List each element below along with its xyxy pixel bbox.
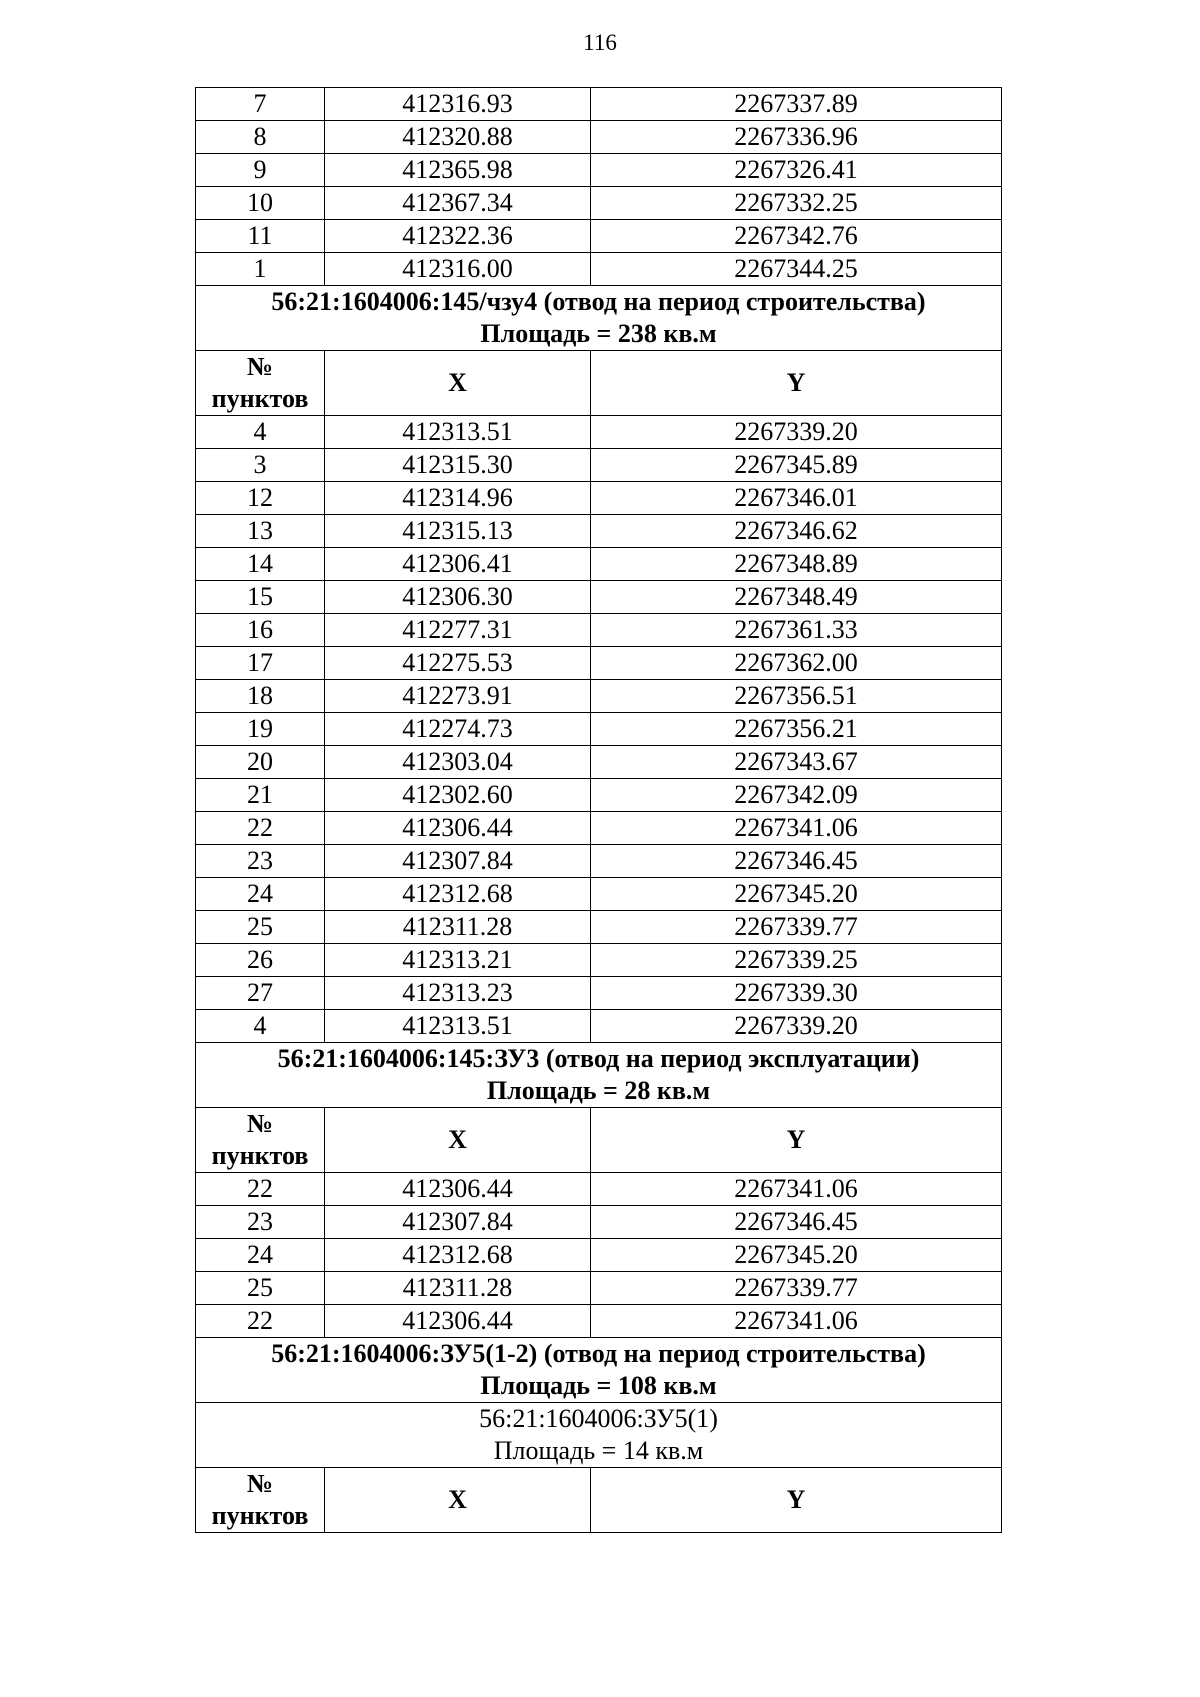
table-row <box>196 548 1002 581</box>
section-title-cell <box>196 1043 1002 1108</box>
x-coordinate-cell: 412307.84 <box>325 845 591 878</box>
section-title-cell <box>196 1338 1002 1403</box>
point-number-cell: 23 <box>196 845 325 878</box>
x-coordinate-cell: 412311.28 <box>325 911 591 944</box>
header-point-number-text: пунктов <box>211 1501 309 1530</box>
x-coordinate-cell: 412315.30 <box>325 449 591 482</box>
table-row <box>196 911 1002 944</box>
table-row <box>196 647 1002 680</box>
point-number-cell: 24 <box>196 878 325 911</box>
point-number-cell: 26 <box>196 944 325 977</box>
point-number-cell: 13 <box>196 515 325 548</box>
point-number-cell: 9 <box>196 154 325 187</box>
point-number-cell: 20 <box>196 746 325 779</box>
header-point-number-text: пунктов <box>211 384 309 413</box>
x-coordinate-cell: 412365.98 <box>325 154 591 187</box>
header-x: X <box>325 1468 591 1533</box>
y-coordinate-cell: 2267346.45 <box>591 845 1002 878</box>
table-row <box>196 154 1002 187</box>
y-coordinate-cell: 2267346.01 <box>591 482 1002 515</box>
table-row <box>196 614 1002 647</box>
x-coordinate-cell: 412312.68 <box>325 1239 591 1272</box>
point-number-cell: 17 <box>196 647 325 680</box>
x-coordinate-cell: 412302.60 <box>325 779 591 812</box>
table-row <box>196 845 1002 878</box>
header-x: X <box>325 1108 591 1173</box>
point-number-cell: 12 <box>196 482 325 515</box>
point-number-cell: 23 <box>196 1206 325 1239</box>
section-title-row <box>196 1338 1002 1403</box>
table-row <box>196 713 1002 746</box>
x-coordinate-cell: 412306.41 <box>325 548 591 581</box>
table-row <box>196 515 1002 548</box>
y-coordinate-cell: 2267336.96 <box>591 121 1002 154</box>
table-row <box>196 121 1002 154</box>
header-x: X <box>325 351 591 416</box>
x-coordinate-cell: 412274.73 <box>325 713 591 746</box>
page-number: 116 <box>583 30 617 55</box>
section-parcel-id: 56:21:1604006:ЗУ5(1-2) (отвод на период строительства) <box>271 1339 926 1368</box>
y-coordinate-cell: 2267332.25 <box>591 187 1002 220</box>
table-row <box>196 88 1002 121</box>
table-row <box>196 977 1002 1010</box>
table-row <box>196 482 1002 515</box>
header-point-number-text: № <box>246 1469 274 1498</box>
y-coordinate-cell: 2267342.76 <box>591 220 1002 253</box>
x-coordinate-cell: 412306.44 <box>325 1305 591 1338</box>
point-number-cell: 25 <box>196 1272 325 1305</box>
point-number-cell: 19 <box>196 713 325 746</box>
coordinates-table-body <box>196 88 1002 1533</box>
section-parcel-id: 56:21:1604006:ЗУ5(1) <box>479 1404 718 1433</box>
section-area: Площадь = 28 кв.м <box>486 1076 711 1105</box>
y-coordinate-cell: 2267348.89 <box>591 548 1002 581</box>
y-coordinate-cell: 2267346.45 <box>591 1206 1002 1239</box>
table-row <box>196 187 1002 220</box>
header-point-number-text: пунктов <box>211 1141 309 1170</box>
point-number-cell: 8 <box>196 121 325 154</box>
y-coordinate-cell: 2267341.06 <box>591 1305 1002 1338</box>
point-number-cell: 10 <box>196 187 325 220</box>
x-coordinate-cell: 412312.68 <box>325 878 591 911</box>
point-number-cell: 1 <box>196 253 325 286</box>
table-row <box>196 878 1002 911</box>
header-point-number-text: № <box>246 1109 274 1138</box>
table-row <box>196 944 1002 977</box>
section-area: Площадь = 238 кв.м <box>480 319 717 348</box>
table-row <box>196 680 1002 713</box>
x-coordinate-cell: 412313.21 <box>325 944 591 977</box>
point-number-cell: 22 <box>196 1173 325 1206</box>
point-number-cell: 7 <box>196 88 325 121</box>
y-coordinate-cell: 2267356.21 <box>591 713 1002 746</box>
x-coordinate-cell: 412277.31 <box>325 614 591 647</box>
header-y: Y <box>591 1108 1002 1173</box>
y-coordinate-cell: 2267345.20 <box>591 1239 1002 1272</box>
point-number-cell: 15 <box>196 581 325 614</box>
header-point-number <box>196 1108 325 1173</box>
section-title-cell <box>196 286 1002 351</box>
column-header-row <box>196 1108 1002 1173</box>
section-title-row <box>196 286 1002 351</box>
x-coordinate-cell: 412313.23 <box>325 977 591 1010</box>
x-coordinate-cell: 412306.44 <box>325 1173 591 1206</box>
table-row <box>196 220 1002 253</box>
x-coordinate-cell: 412306.44 <box>325 812 591 845</box>
point-number-cell: 4 <box>196 416 325 449</box>
y-coordinate-cell: 2267345.89 <box>591 449 1002 482</box>
x-coordinate-cell: 412306.30 <box>325 581 591 614</box>
y-coordinate-cell: 2267356.51 <box>591 680 1002 713</box>
header-y: Y <box>591 351 1002 416</box>
table-row <box>196 253 1002 286</box>
table-row <box>196 1272 1002 1305</box>
x-coordinate-cell: 412367.34 <box>325 187 591 220</box>
column-header-row <box>196 351 1002 416</box>
y-coordinate-cell: 2267339.25 <box>591 944 1002 977</box>
x-coordinate-cell: 412311.28 <box>325 1272 591 1305</box>
section-parcel-id: 56:21:1604006:145:ЗУ3 (отвод на период эксплуатации) <box>277 1044 920 1073</box>
y-coordinate-cell: 2267339.77 <box>591 1272 1002 1305</box>
y-coordinate-cell: 2267342.09 <box>591 779 1002 812</box>
point-number-cell: 22 <box>196 812 325 845</box>
point-number-cell: 25 <box>196 911 325 944</box>
section-parcel-id: 56:21:1604006:145/чзу4 (отвод на период строительства) <box>271 287 926 316</box>
point-number-cell: 24 <box>196 1239 325 1272</box>
table-row <box>196 1239 1002 1272</box>
x-coordinate-cell: 412315.13 <box>325 515 591 548</box>
point-number-cell: 21 <box>196 779 325 812</box>
y-coordinate-cell: 2267348.49 <box>591 581 1002 614</box>
x-coordinate-cell: 412313.51 <box>325 1010 591 1043</box>
table-row <box>196 1305 1002 1338</box>
x-coordinate-cell: 412316.93 <box>325 88 591 121</box>
table-row <box>196 1173 1002 1206</box>
x-coordinate-cell: 412275.53 <box>325 647 591 680</box>
section-area: Площадь = 14 кв.м <box>493 1436 704 1465</box>
table-row <box>196 779 1002 812</box>
point-number-cell: 11 <box>196 220 325 253</box>
header-point-number-text: № <box>246 352 274 381</box>
x-coordinate-cell: 412307.84 <box>325 1206 591 1239</box>
y-coordinate-cell: 2267339.77 <box>591 911 1002 944</box>
column-header-row <box>196 1468 1002 1533</box>
x-coordinate-cell: 412303.04 <box>325 746 591 779</box>
y-coordinate-cell: 2267344.25 <box>591 253 1002 286</box>
point-number-cell: 14 <box>196 548 325 581</box>
point-number-cell: 18 <box>196 680 325 713</box>
coordinates-table <box>195 87 1002 1533</box>
table-row <box>196 449 1002 482</box>
point-number-cell: 27 <box>196 977 325 1010</box>
y-coordinate-cell: 2267346.62 <box>591 515 1002 548</box>
header-point-number <box>196 1468 325 1533</box>
y-coordinate-cell: 2267361.33 <box>591 614 1002 647</box>
y-coordinate-cell: 2267341.06 <box>591 812 1002 845</box>
x-coordinate-cell: 412316.00 <box>325 253 591 286</box>
y-coordinate-cell: 2267339.30 <box>591 977 1002 1010</box>
x-coordinate-cell: 412273.91 <box>325 680 591 713</box>
section-title-cell <box>196 1403 1002 1468</box>
y-coordinate-cell: 2267339.20 <box>591 1010 1002 1043</box>
y-coordinate-cell: 2267326.41 <box>591 154 1002 187</box>
header-point-number <box>196 351 325 416</box>
table-row <box>196 416 1002 449</box>
x-coordinate-cell: 412322.36 <box>325 220 591 253</box>
table-row <box>196 812 1002 845</box>
y-coordinate-cell: 2267345.20 <box>591 878 1002 911</box>
point-number-cell: 3 <box>196 449 325 482</box>
table-row <box>196 581 1002 614</box>
section-area: Площадь = 108 кв.м <box>480 1371 717 1400</box>
y-coordinate-cell: 2267343.67 <box>591 746 1002 779</box>
header-y: Y <box>591 1468 1002 1533</box>
table-row <box>196 1010 1002 1043</box>
section-title-row <box>196 1043 1002 1108</box>
y-coordinate-cell: 2267337.89 <box>591 88 1002 121</box>
point-number-cell: 22 <box>196 1305 325 1338</box>
x-coordinate-cell: 412313.51 <box>325 416 591 449</box>
point-number-cell: 4 <box>196 1010 325 1043</box>
y-coordinate-cell: 2267341.06 <box>591 1173 1002 1206</box>
point-number-cell: 16 <box>196 614 325 647</box>
y-coordinate-cell: 2267362.00 <box>591 647 1002 680</box>
y-coordinate-cell: 2267339.20 <box>591 416 1002 449</box>
x-coordinate-cell: 412320.88 <box>325 121 591 154</box>
table-row <box>196 746 1002 779</box>
section-title-row <box>196 1403 1002 1468</box>
x-coordinate-cell: 412314.96 <box>325 482 591 515</box>
table-row <box>196 1206 1002 1239</box>
